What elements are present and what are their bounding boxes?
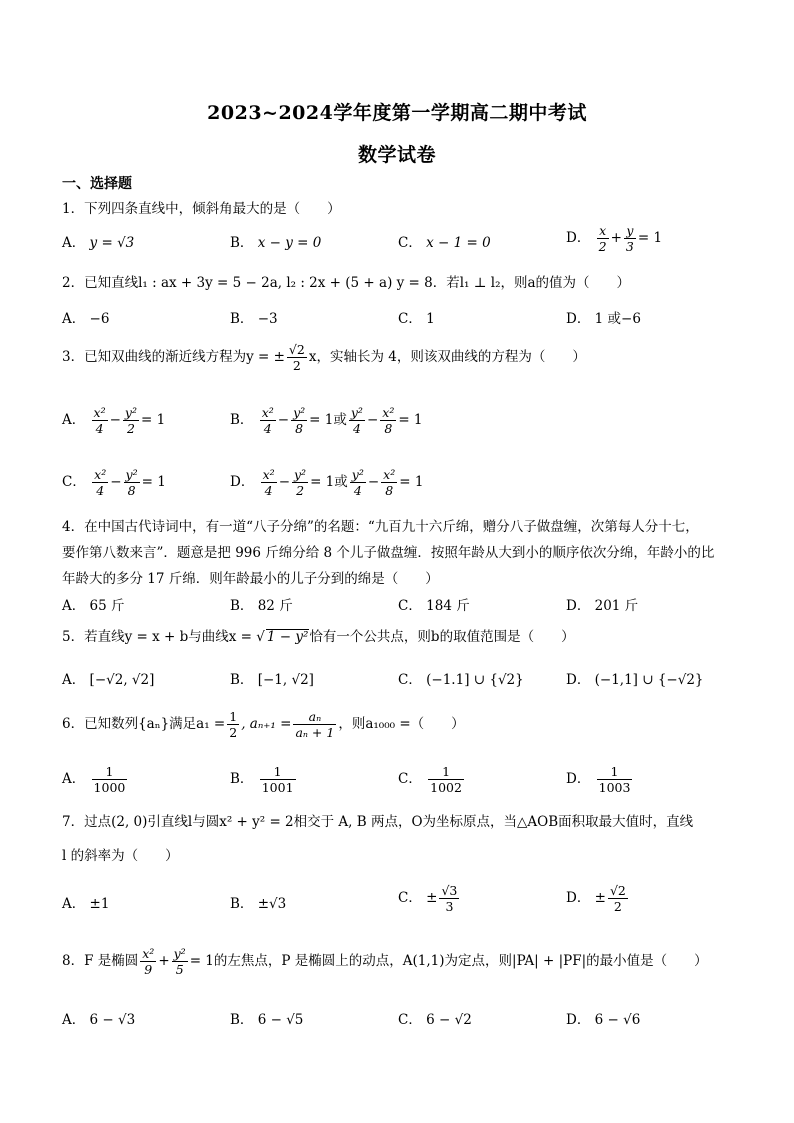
question-4-option-d: D． 201 斤	[566, 598, 639, 614]
question-8-option-c: C． 6 − √2	[398, 1012, 472, 1028]
question-5-option-c: C． (−1.1] ∪ {√2}	[398, 672, 524, 688]
question-5-stem: 5．若直线y = x + b与曲线x = √ 1 − y²恰有一个公共点，则b的取值范围是（ ）	[62, 629, 575, 645]
exam-title: 2023~2024学年度第一学期高二期中考试	[207, 102, 587, 124]
question-1-option-a: A． y = √3	[62, 235, 135, 251]
question-7-line-1: 7．过点(2, 0)引直线l与圆x² + y² = 2相交于 A, B 两点，O为坐标原点，当△AOB面积取最大值时，直线	[62, 814, 694, 830]
question-8-option-b: B． 6 − √5	[230, 1012, 304, 1028]
question-4-option-a: A． 65 斤	[62, 598, 125, 614]
section-heading: 一、选择题	[62, 176, 132, 192]
question-3-option-b: B． $\frac{\text{x²}}{4}$ − $\frac{\text{y²}}{8}$ = 1或 $\frac{\text{y²}}{4}$ − $\frac{\text{x²}}{8}$ = 1	[230, 405, 423, 436]
question-4-option-c: C． 184 斤	[398, 598, 470, 614]
question-6-option-d: D． $\frac{1}{1003}$	[566, 764, 631, 795]
question-6-option-c: C． $\frac{1}{1002}$	[398, 764, 462, 795]
question-4-line-3: 年龄大的多分 17 斤绵．则年龄最小的儿子分到的绵是（ ）	[62, 571, 439, 587]
question-7-option-d: D． ± $\frac{√2}{2}$	[566, 883, 626, 914]
question-8-option-a: A． 6 − √3	[62, 1012, 136, 1028]
question-1-option-c: C． x − 1 = 0	[398, 235, 491, 251]
question-6-stem: 6．已知数列{aₙ}满足a₁ = $\frac{1}{2}$ , aₙ₊₁ = $\frac{\text{aₙ}}{\text{aₙ + 1}}$ ，则a₁₀₀₀ =（ ）	[62, 709, 465, 740]
question-7-line-2: l 的斜率为（ ）	[62, 848, 179, 864]
question-3-stem: 3．已知双曲线的渐近线方程为y = ± $\frac{√2}{2}$ x，实轴长为 4，则该双曲线的方程为（ ）	[62, 342, 586, 373]
question-8-option-d: D． 6 − √6	[566, 1012, 641, 1028]
question-2-option-a: A． −6	[62, 311, 110, 327]
question-7-option-c: C． ± $\frac{√3}{3}$	[398, 883, 458, 914]
question-1-option-d: D． $\frac{x}{2}$ + $\frac{y}{3}$ = 1	[566, 223, 663, 254]
question-4-option-b: B． 82 斤	[230, 598, 293, 614]
question-6-option-a: A． $\frac{1}{1000}$	[62, 764, 126, 795]
question-1-option-b: B． x − y = 0	[230, 235, 322, 251]
question-4-line-1: 4．在中国古代诗词中，有一道“八子分绵”的名题：“九百九十六斤绵，赠分八子做盘缠，次第每人分十七，	[62, 519, 699, 535]
question-5-option-a: A． [−√2, √2]	[62, 672, 155, 688]
question-7-option-b: B． ±√3	[230, 896, 287, 912]
question-3-option-a: A． $\frac{\text{x²}}{4}$ − $\frac{\text{y²}}{2}$ = 1	[62, 405, 166, 436]
question-2-stem: 2．已知直线l₁ : ax + 3y = 5 − 2a, l₂ : 2x + (5 + a) y = 8．若l₁ ⊥ l₂，则a的值为（ ）	[62, 275, 631, 291]
question-4-line-2: 要作第八数来言”．题意是把 996 斤绵分给 8 个儿子做盘缠．按照年龄从大到小的顺序依次分绵，年龄小的比	[62, 545, 715, 561]
question-2-option-c: C． 1	[398, 311, 435, 327]
question-3-option-d: D． $\frac{\text{x²}}{4}$ − $\frac{\text{y²}}{2}$ = 1或 $\frac{\text{y²}}{4}$ − $\frac{\text{x²}}{8}$ = 1	[230, 467, 424, 498]
question-5-option-b: B． [−1, √2]	[230, 672, 314, 688]
question-7-option-a: A． ±1	[62, 896, 110, 912]
question-8-stem: 8．F 是椭圆 $\frac{\text{x²}}{9}$ + $\frac{\text{y²}}{5}$ = 1的左焦点，P 是椭圆上的动点，A(1,1)为定点，则|PA| + |PF|的最小值是（ ）	[62, 946, 708, 977]
question-2-option-b: B． −3	[230, 311, 278, 327]
question-1-stem: 1．下列四条直线中，倾斜角最大的是（ ）	[62, 201, 341, 217]
exam-subtitle: 数学试卷	[357, 144, 436, 166]
question-6-option-b: B． $\frac{1}{1001}$	[230, 764, 294, 795]
question-3-option-c: C． $\frac{\text{x²}}{4}$ − $\frac{\text{y²}}{8}$ = 1	[62, 467, 166, 498]
question-5-option-d: D． (−1,1] ∪ {−√2}	[566, 672, 704, 688]
question-2-option-d: D． 1 或−6	[566, 311, 641, 327]
